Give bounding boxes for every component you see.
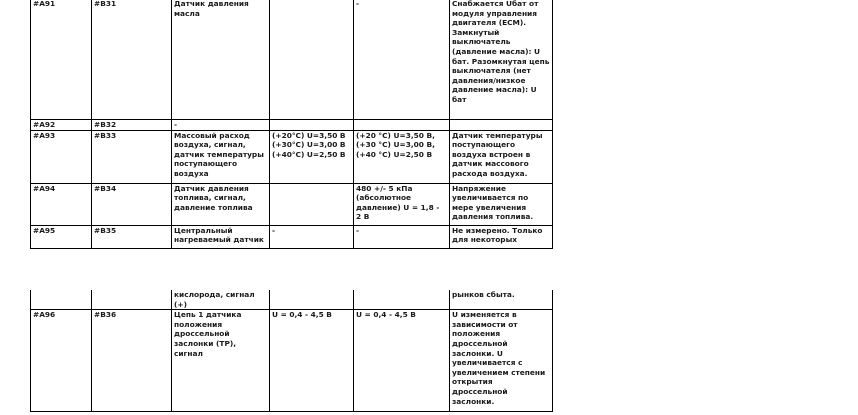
description-cell: - xyxy=(172,120,270,131)
note-cell xyxy=(450,120,553,131)
table-row xyxy=(31,120,553,131)
value-cell xyxy=(270,120,354,131)
pin-cell: #A91 xyxy=(31,0,92,120)
terminal-cell: #B34 xyxy=(92,183,172,225)
value-cell xyxy=(354,120,450,131)
description-cell: Датчик давления масла xyxy=(172,0,270,120)
table-row xyxy=(31,225,553,248)
value-cell: 480 +/- 5 кПа (абсолютное давление) U = 1,8 - 2 B xyxy=(354,183,450,225)
pin-cell: #A96 xyxy=(31,310,92,412)
table-row xyxy=(31,183,553,225)
terminal-cell: #B36 xyxy=(92,310,172,412)
description-cell: Массовый расход воздуха, сигнал, датчик температуры поступающего воздуха xyxy=(172,130,270,183)
table-row xyxy=(31,130,553,183)
description-cell: кислорода, сигнал (+) xyxy=(172,290,270,310)
description-cell: Центральный нагреваемый датчик xyxy=(172,225,270,248)
value-cell xyxy=(270,183,354,225)
terminal-cell: #B32 xyxy=(92,120,172,131)
value-cell xyxy=(270,0,354,120)
value-cell: - xyxy=(354,225,450,248)
pin-cell: #A92 xyxy=(31,120,92,131)
description-cell: Датчик давления топлива, сигнал, давление топлива xyxy=(172,183,270,225)
note-cell: Снабжается Uбат от модуля управления двигателя (ECM). Замкнутый выключатель (давление масла): U бат. Разомкнутая цепь выключателя (нет давления/низкое давление масла): U бат xyxy=(450,0,553,120)
note-cell: Датчик температуры поступающего воздуха встроен в датчик массового расхода воздуха. xyxy=(450,130,553,183)
pinout-table-top xyxy=(30,0,553,249)
note-cell: Напряжение увеличивается по мере увеличения давления топлива. xyxy=(450,183,553,225)
description-cell: Цепь 1 датчика положения дроссельной заслонки (TP), сигнал xyxy=(172,310,270,412)
pin-cell xyxy=(31,290,92,310)
table-row xyxy=(31,310,553,412)
table-row xyxy=(31,290,553,310)
pinout-table-bottom xyxy=(30,290,553,412)
pin-cell: #A93 xyxy=(31,130,92,183)
value-cell: - xyxy=(354,0,450,120)
value-cell xyxy=(354,290,450,310)
table-row xyxy=(31,0,553,120)
value-cell: U = 0,4 - 4,5 B xyxy=(354,310,450,412)
terminal-cell: #B35 xyxy=(92,225,172,248)
pin-cell: #A94 xyxy=(31,183,92,225)
value-cell: (+20°C) U=3,50 B (+30°C) U=3,00 B (+40°C) U=2,50 B xyxy=(270,130,354,183)
pin-cell: #A95 xyxy=(31,225,92,248)
terminal-cell: #B33 xyxy=(92,130,172,183)
terminal-cell xyxy=(92,290,172,310)
note-cell: U изменяется в зависимости от положения дроссельной заслонки. U увеличивается с увеличением степени открытия дроссельной заслонки. xyxy=(450,310,553,412)
value-cell: - xyxy=(270,225,354,248)
terminal-cell: #B31 xyxy=(92,0,172,120)
value-cell: (+20 °C) U=3,50 B, (+30 °C) U=3,00 B, (+40 °C) U=2,50 B xyxy=(354,130,450,183)
value-cell: U = 0,4 - 4,5 B xyxy=(270,310,354,412)
note-cell: Не измерено. Только для некоторых xyxy=(450,225,553,248)
note-cell: рынков сбыта. xyxy=(450,290,553,310)
value-cell xyxy=(270,290,354,310)
